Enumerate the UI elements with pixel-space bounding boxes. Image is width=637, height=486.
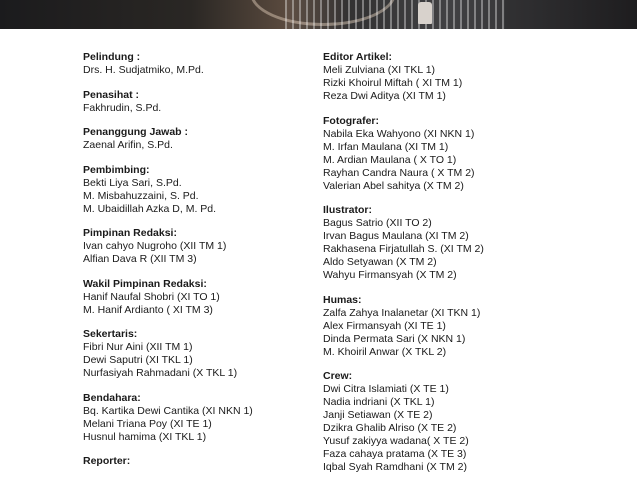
section-title: Wakil Pimpinan Redaksi: (83, 277, 207, 290)
section-pelindung (83, 51, 343, 77)
member-name: Irvan Bagus Maulana (XI TM 2) (323, 230, 469, 242)
member-name: Alfian Dava R (XII TM 3) (83, 253, 197, 265)
section-title: Ilustrator: (323, 204, 373, 216)
member-name: Faza cahaya pratama (X TE 3) (323, 448, 467, 460)
section-sekertaris (83, 328, 343, 380)
section-reporter (83, 455, 343, 468)
member-name: Janji Setiawan (X TE 2) (323, 409, 433, 421)
member-name: Drs. H. Sudjatmiko, M.Pd. (83, 64, 204, 76)
member-name: Dinda Permata Sari (X NKN 1) (323, 332, 466, 345)
section-title: Pimpinan Redaksi: (83, 227, 177, 239)
member-name: Ivan cahyo Nugroho (XII TM 1) (83, 240, 227, 252)
member-name: M. Ardian Maulana ( X TO 1) (323, 153, 457, 166)
header-banner-image (0, 0, 637, 29)
member-name: Fibri Nur Aini (XII TM 1) (83, 341, 193, 353)
member-name: Zalfa Zahya Inalanetar (XI TKN 1) (323, 306, 481, 319)
right-column (323, 51, 583, 486)
member-name: Dewi Saputri (XI TKL 1) (83, 354, 193, 366)
section-wakil-pimpinan-redaksi (83, 278, 343, 317)
section-editor-artikel (323, 51, 583, 103)
member-name: Rayhan Candra Naura ( X TM 2) (323, 166, 475, 179)
section-title: Crew: (323, 370, 353, 382)
section-title: Penanggung Jawab : (83, 126, 189, 138)
section-penanggung-jawab (83, 126, 343, 152)
banner-stripes-decoration (285, 0, 505, 29)
member-name: Hanif Naufal Shobri (XI TO 1) (83, 290, 220, 303)
section-fotografer (323, 115, 583, 193)
member-name: Rakhasena Firjatullah S. (XI TM 2) (323, 243, 484, 255)
member-name: Reza Dwi Aditya (XI TM 1) (323, 90, 446, 102)
member-name: Aldo Setyawan (X TM 2) (323, 256, 437, 268)
member-name: Zaenal Arifin, S.Pd. (83, 139, 173, 151)
section-bendahara (83, 392, 343, 444)
member-name: Iqbal Syah Ramdhani (X TM 2) (323, 461, 467, 473)
member-name: M. Misbahuzzaini, S. Pd. (83, 189, 199, 202)
section-humas (323, 294, 583, 359)
member-name: Meli Zulviana (XI TKL 1) (323, 64, 436, 76)
member-name: Bagus Satrio (XII TO 2) (323, 217, 432, 229)
member-name: Husnul hamima (XI TKL 1) (83, 430, 207, 443)
member-name: Alex Firmansyah (XI TE 1) (323, 319, 446, 332)
member-name: Bekti Liya Sari, S.Pd. (83, 176, 182, 189)
member-name: M. Khoiril Anwar (X TKL 2) (323, 345, 447, 358)
member-name: Wahyu Firmansyah (X TM 2) (323, 269, 457, 281)
member-name: Dzikra Ghalib Alriso (X TE 2) (323, 422, 457, 434)
section-pimpinan-redaksi (83, 227, 343, 266)
section-ilustrator (323, 204, 583, 282)
member-name: Dwi Citra Islamiati (X TE 1) (323, 383, 449, 395)
section-title: Humas: (323, 293, 362, 306)
member-name: Rizki Khoirul Miftah ( XI TM 1) (323, 77, 463, 89)
section-title: Reporter: (83, 455, 131, 467)
member-name: Nadia indriani (X TKL 1) (323, 396, 435, 408)
section-title: Pelindung : (83, 51, 141, 63)
member-name: Nabila Eka Wahyono (XI NKN 1) (323, 127, 475, 140)
section-pembimbing (83, 164, 343, 216)
member-name: M. Hanif Ardianto ( XI TM 3) (83, 303, 213, 316)
section-title: Sekertaris: (83, 328, 138, 340)
banner-figure-decoration (418, 2, 432, 24)
member-name: Valerian Abel sahitya (X TM 2) (323, 179, 464, 192)
member-name: Fakhrudin, S.Pd. (83, 101, 162, 114)
section-title: Pembimbing: (83, 163, 150, 176)
member-name: M. Ubaidillah Azka D, M. Pd. (83, 202, 217, 215)
section-title: Bendahara: (83, 391, 141, 404)
section-crew (323, 370, 583, 474)
member-name: Bq. Kartika Dewi Cantika (XI NKN 1) (83, 404, 253, 417)
section-title: Penasihat : (83, 88, 140, 101)
left-column (83, 51, 343, 480)
section-title: Editor Artikel: (323, 51, 393, 63)
member-name: Nurfasiyah Rahmadani (X TKL 1) (83, 367, 238, 379)
member-name: Melani Triana Poy (XI TE 1) (83, 417, 212, 430)
member-name: M. Irfan Maulana (XI TM 1) (323, 140, 449, 153)
member-name: Yusuf zakiyya wadana( X TE 2) (323, 435, 469, 447)
section-title: Fotografer: (323, 114, 379, 127)
section-penasihat (83, 89, 343, 115)
